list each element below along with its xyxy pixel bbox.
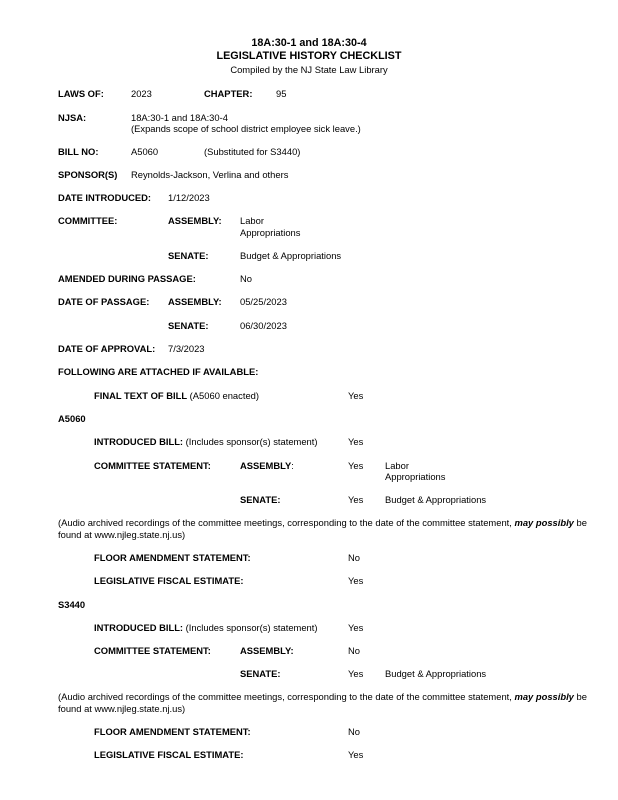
a5060-introduced-row [94,436,318,447]
a5060-assembly-committee-2: Appropriations [385,471,446,482]
s3440-heading: S3440 [58,599,86,610]
s3440-introduced-value: Yes [348,622,364,633]
sponsors-value: Reynolds-Jackson, Verlina and others [131,169,289,180]
document-subtitle: LEGISLATIVE HISTORY CHECKLIST [216,50,402,62]
passage-assembly-label: ASSEMBLY: [168,296,222,307]
committee-assembly-value-2: Appropriations [240,227,301,238]
a5060-senate-label: SENATE: [240,494,281,505]
s3440-senate-committee: Budget & Appropriations [385,668,487,679]
a5060-fiscal-label: LEGISLATIVE FISCAL ESTIMATE: [94,575,244,586]
s3440-introduced-label: INTRODUCED BILL: [94,622,184,633]
s3440-fiscal-label: LEGISLATIVE FISCAL ESTIMATE: [94,749,244,760]
s3440-floor-label: FLOOR AMENDMENT STATEMENT: [94,726,251,737]
a5060-assembly-row [240,460,294,471]
compiled-by: Compiled by the NJ State Law Library [230,64,388,75]
njsa-value: 18A:30-1 and 18A:30-4 [131,112,228,123]
audio-note-part2: be found at www.njleg.state.nj.us) [58,691,587,714]
audio-note-part1: (Audio archived recordings of the committee meetings, corresponding to the date of the committee statement, [58,691,515,702]
s3440-assembly-value: No [348,645,360,656]
committee-senate-label: SENATE: [168,250,209,261]
a5060-committee-label: COMMITTEE STATEMENT: [94,460,211,471]
a5060-fiscal-value: Yes [348,575,364,586]
date-introduced-value: 1/12/2023 [168,192,210,203]
s3440-senate-label: SENATE: [240,668,281,679]
attached-heading: FOLLOWING ARE ATTACHED IF AVAILABLE: [58,366,259,377]
a5060-introduced-paren: (Includes sponsor(s) statement) [185,436,318,447]
laws-of-label: LAWS OF: [58,88,104,99]
passage-assembly-value: 05/25/2023 [240,296,287,307]
a5060-assembly-value: Yes [348,460,364,471]
s3440-floor-value: No [348,726,360,737]
committee-label: COMMITTEE: [58,215,118,226]
a5060-senate-committee: Budget & Appropriations [385,494,487,505]
a5060-introduced-value: Yes [348,436,364,447]
chapter-value: 95 [276,88,287,99]
a5060-introduced-label: INTRODUCED BILL: [94,436,184,447]
date-of-approval-value: 7/3/2023 [168,343,205,354]
audio-note-part1: (Audio archived recordings of the committee meetings, corresponding to the date of the committee statement, [58,517,515,528]
passage-senate-value: 06/30/2023 [240,320,287,331]
njsa-label: NJSA: [58,112,87,123]
s3440-committee-label: COMMITTEE STATEMENT: [94,645,211,656]
s3440-audio-note [58,691,603,715]
committee-assembly-label: ASSEMBLY: [168,215,222,226]
final-text-row [94,390,259,401]
s3440-fiscal-value: Yes [348,749,364,760]
document-title: 18A:30-1 and 18A:30-4 [251,37,367,49]
passage-senate-label: SENATE: [168,320,209,331]
amended-label: AMENDED DURING PASSAGE: [58,273,196,284]
a5060-heading: A5060 [58,413,86,424]
s3440-introduced-row [94,622,318,633]
final-text-label: FINAL TEXT OF BILL [94,390,188,401]
a5060-floor-value: No [348,552,360,563]
s3440-introduced-paren: (Includes sponsor(s) statement) [185,622,318,633]
audio-note-part2: be found at www.njleg.state.nj.us) [58,517,587,540]
bill-substitution-note: (Substituted for S3440) [204,146,301,157]
s3440-senate-value: Yes [348,668,364,679]
s3440-assembly-label: ASSEMBLY: [240,645,294,656]
audio-note-emphasis: may possibly [514,691,574,702]
a5060-assembly-label: ASSEMBLY [240,460,292,471]
final-text-paren: (A5060 enacted) [189,390,259,401]
committee-senate-value: Budget & Appropriations [240,250,342,261]
chapter-label: CHAPTER: [204,88,253,99]
date-of-approval-label: DATE OF APPROVAL: [58,343,156,354]
date-introduced-label: DATE INTRODUCED: [58,192,152,203]
a5060-audio-note [58,517,603,541]
a5060-floor-label: FLOOR AMENDMENT STATEMENT: [94,552,251,563]
final-text-value: Yes [348,390,364,401]
amended-value: No [240,273,252,284]
bill-no-value: A5060 [131,146,159,157]
a5060-assembly-colon: : [291,460,294,471]
a5060-senate-value: Yes [348,494,364,505]
audio-note-emphasis: may possibly [514,517,574,528]
njsa-description: (Expands scope of school district employee sick leave.) [131,123,361,134]
laws-of-value: 2023 [131,88,152,99]
sponsors-label: SPONSOR(S) [58,169,118,180]
a5060-assembly-committee-1: Labor [385,460,409,471]
committee-assembly-value-1: Labor [240,215,264,226]
date-of-passage-label: DATE OF PASSAGE: [58,296,150,307]
bill-no-label: BILL NO: [58,146,99,157]
